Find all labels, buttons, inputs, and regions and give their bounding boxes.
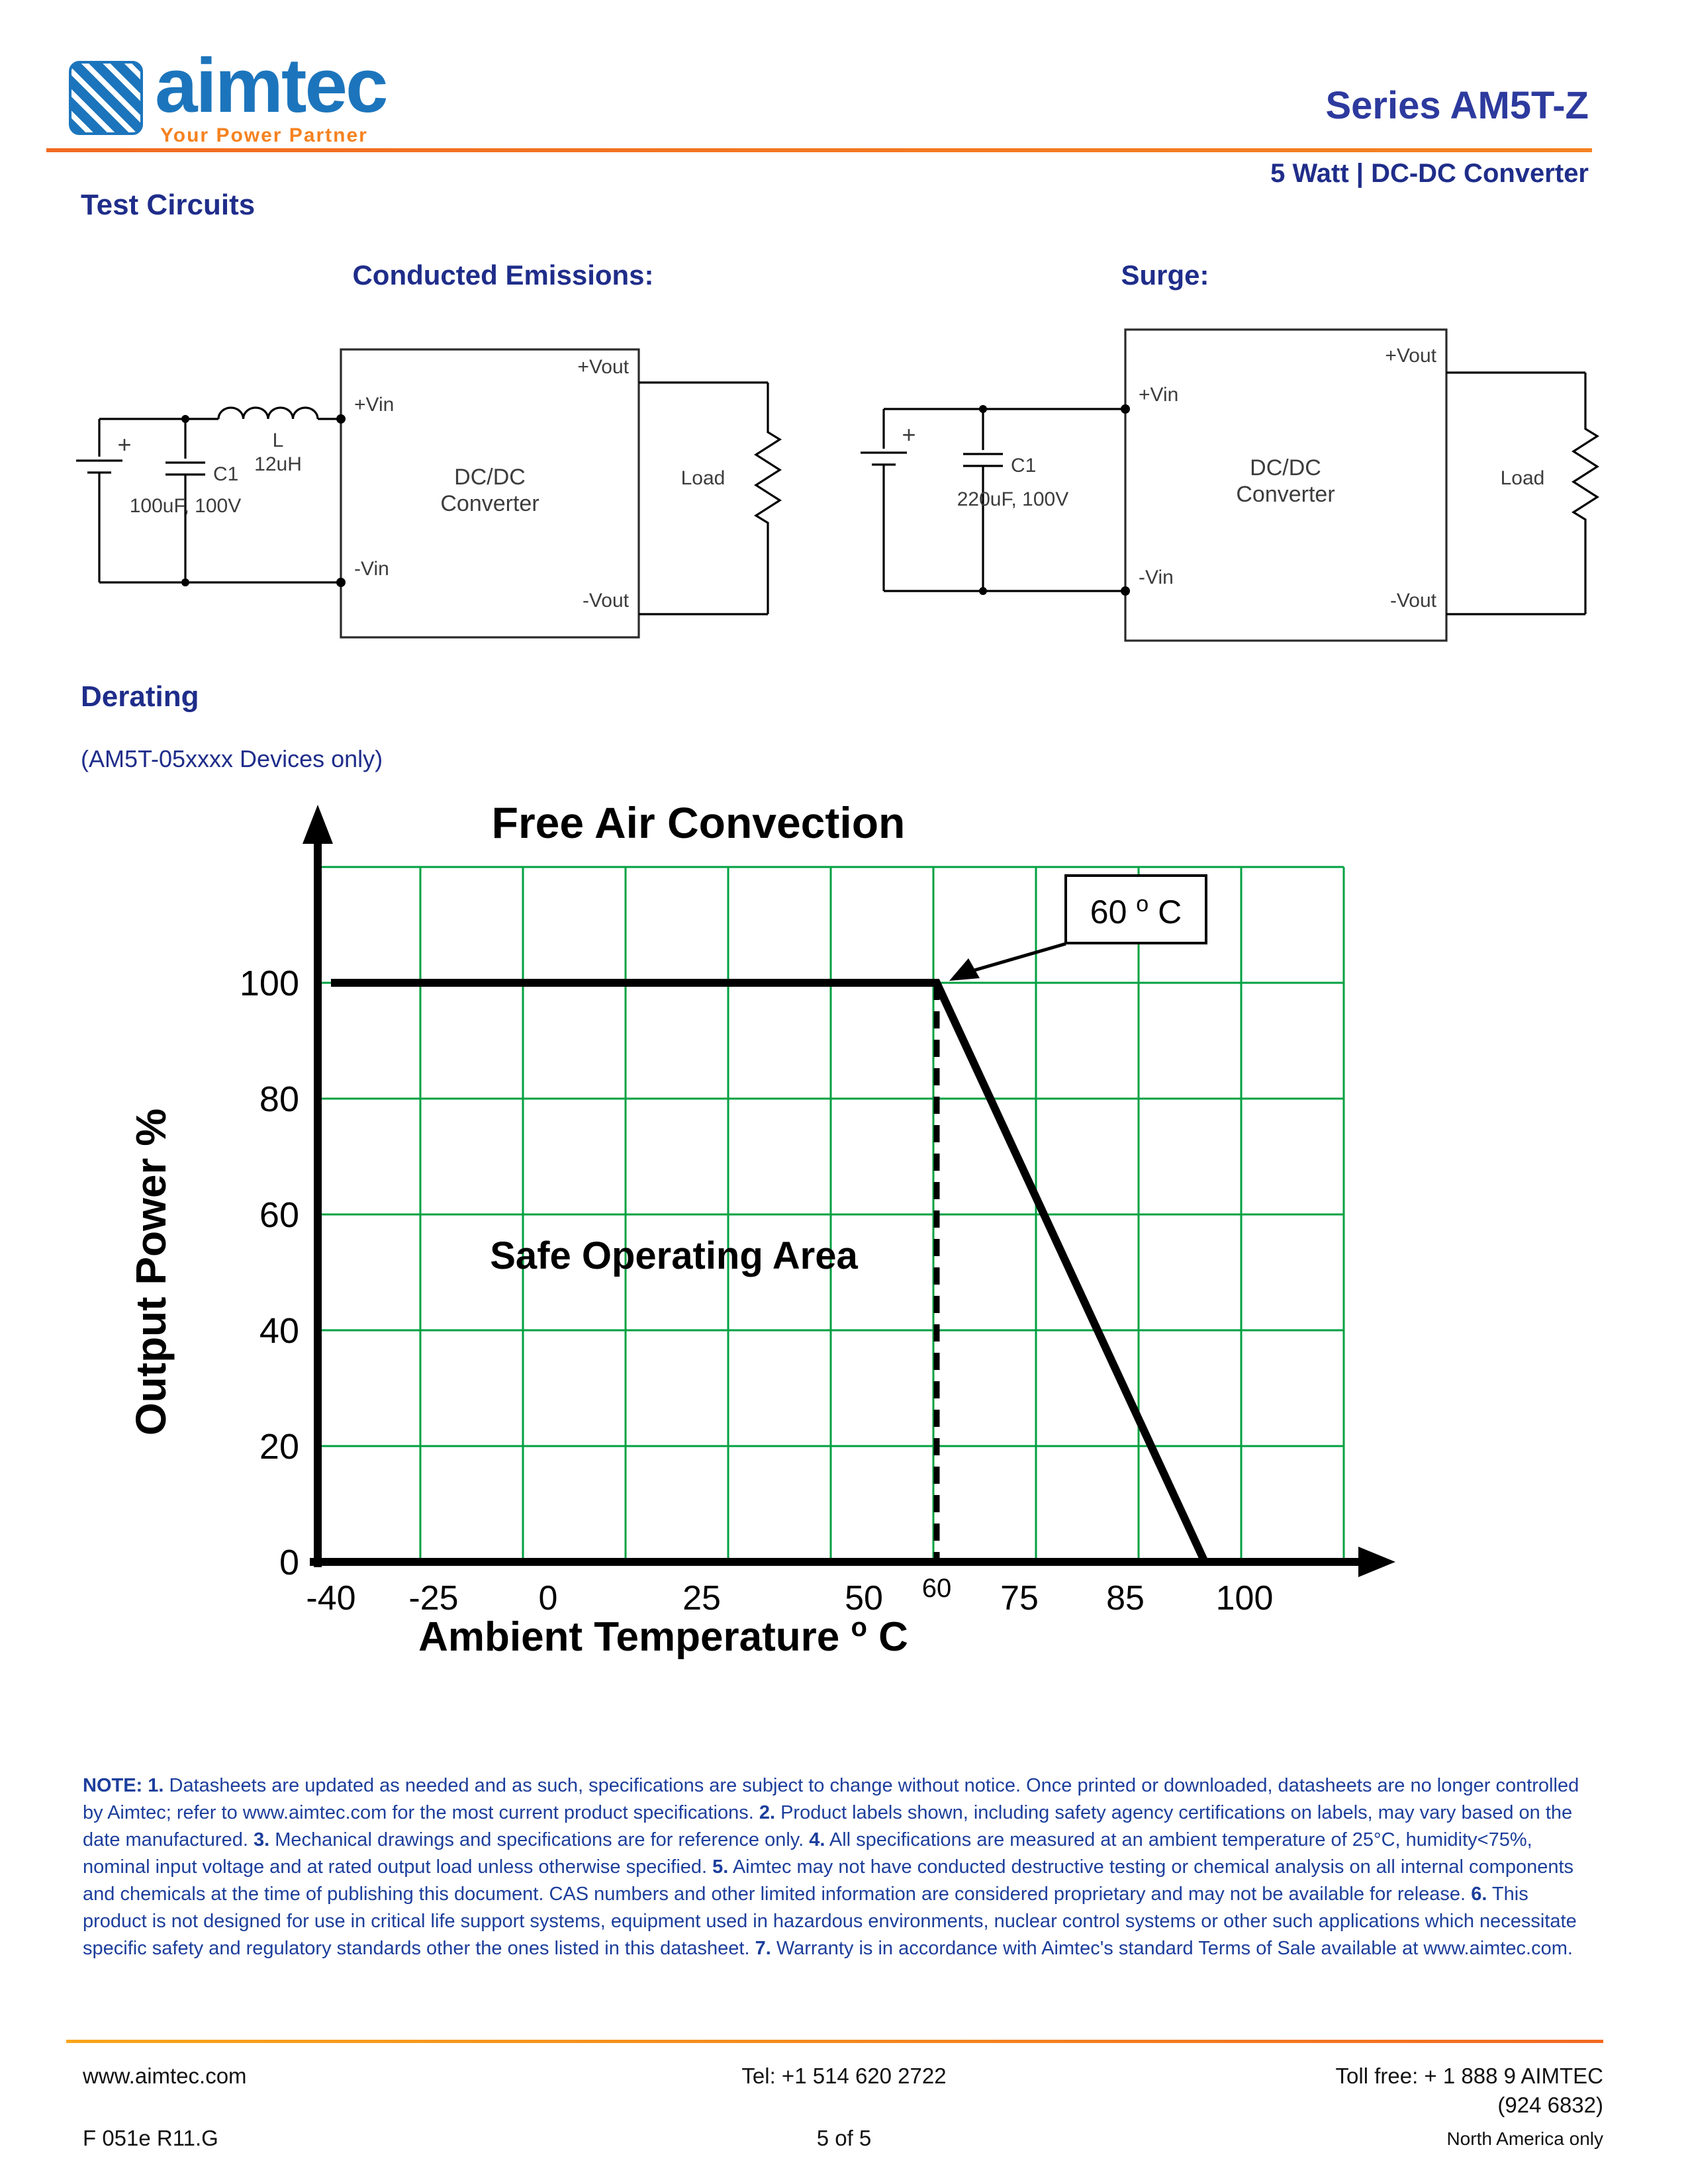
note-text: Datasheets are updated as needed and as such, specifications are subject to change without notice. Once printed or downloaded, datasheets are no longer controlled by Aimtec; refer to www.aimtec.com for the most current product specifications. bbox=[83, 1775, 1579, 1823]
note-text: All specifications are measured at an ambient temperature of 25°C, humidity<75%, nominal input voltage and at rated output load unless otherwise specified. bbox=[83, 1829, 1532, 1878]
x-axis-tick: 60 bbox=[921, 1574, 952, 1603]
load-resistor-symbol bbox=[756, 383, 780, 614]
y-axis-tick: 40 bbox=[259, 1311, 299, 1351]
junction-dot bbox=[181, 415, 189, 423]
y-axis-tick: 60 bbox=[259, 1195, 299, 1235]
note-number: 7. bbox=[755, 1938, 771, 1959]
load-label: Load bbox=[1500, 467, 1545, 489]
note-text: Warranty is in accordance with Aimtec's standard Terms of Sale available at www.aimtec.com. bbox=[771, 1938, 1573, 1959]
capacitor-value-label: 100uF, 100V bbox=[129, 495, 242, 517]
junction-dot bbox=[979, 405, 987, 413]
y-axis-title: Output Power % bbox=[127, 1108, 175, 1436]
dcdc-box-line1: DC/DC bbox=[1250, 455, 1321, 480]
x-axis-tick: 100 bbox=[1215, 1579, 1274, 1617]
pin-dot bbox=[1121, 586, 1130, 596]
battery-symbol bbox=[76, 419, 122, 582]
note-text: This product is not designed for use in critical life support systems, equipment used in hazardous environments, nuclear control systems or other such applications which necessitate specific safety and regulatory standards other the ones listed in this datasheet. bbox=[83, 1884, 1577, 1959]
chart-title: Free Air Convection bbox=[491, 798, 906, 847]
x-axis-tick: 25 bbox=[682, 1579, 721, 1617]
dcdc-box-line2: Converter bbox=[440, 491, 539, 516]
series-title: Series AM5T-Z bbox=[1325, 84, 1589, 127]
notes-paragraph bbox=[83, 1772, 1587, 1962]
dcdc-box-line1: DC/DC bbox=[454, 465, 526, 490]
note-text: Mechanical drawings and specifications are for reference only. bbox=[269, 1829, 810, 1850]
surge-diagram bbox=[847, 310, 1635, 667]
note-number: 4. bbox=[809, 1829, 825, 1850]
pin-dot bbox=[336, 578, 346, 587]
pin-vin-neg-label: -Vin bbox=[1139, 567, 1174, 588]
y-axis-tick: 20 bbox=[259, 1427, 299, 1467]
inductor-name-label: L bbox=[272, 430, 284, 451]
y-axis-tick: 100 bbox=[239, 964, 299, 1003]
callout-60c-text: 60 $^o$ C bbox=[1090, 891, 1182, 931]
product-subtitle: 5 Watt | DC-DC Converter bbox=[1270, 159, 1589, 188]
note-text: Aimtec may not have conducted destructive testing or chemical analysis on all internal components and chemicals at the time of publishing this document. CAS numbers and other limited information are considered proprietary and may not be available for release. bbox=[83, 1856, 1574, 1905]
junction-dot bbox=[181, 578, 189, 586]
logo-tagline: Your Power Partner bbox=[160, 124, 368, 146]
y-axis-tick: 80 bbox=[259, 1079, 299, 1119]
footer-doc-number: F 051e R11.G bbox=[83, 2126, 218, 2150]
section-title-test-circuits: Test Circuits bbox=[81, 189, 256, 221]
surge-title: Surge: bbox=[1121, 259, 1209, 291]
pin-vout-neg-label: -Vout bbox=[1389, 590, 1436, 612]
note-number: NOTE: 1. bbox=[83, 1775, 164, 1796]
y-axis-tick: 0 bbox=[279, 1543, 299, 1582]
footer-rule bbox=[66, 2040, 1603, 2043]
section-title-derating: Derating bbox=[81, 680, 199, 713]
note-number: 2. bbox=[759, 1802, 776, 1823]
inductor-symbol bbox=[218, 408, 318, 419]
junction-dot bbox=[979, 587, 987, 595]
derating-scope-note: (AM5T-05xxxx Devices only) bbox=[81, 745, 383, 772]
footer-website: www.aimtec.com bbox=[83, 2064, 247, 2088]
pin-vin-neg-label: -Vin bbox=[354, 558, 389, 580]
safe-operating-area-label: Safe Operating Area bbox=[490, 1234, 858, 1277]
footer-page-number: 5 of 5 bbox=[816, 2126, 872, 2150]
load-resistor-symbol bbox=[1573, 373, 1597, 614]
note-number: 6. bbox=[1471, 1884, 1487, 1905]
note-text: Product labels shown, including safety agency certifications on labels, may vary based on the date manufactured. bbox=[83, 1802, 1573, 1850]
footer-tollfree-number: (924 6832) bbox=[1497, 2093, 1603, 2117]
aimtec-logo-wordmark: aimtec bbox=[155, 42, 387, 128]
battery-plus-label: + bbox=[902, 421, 916, 448]
capacitor-value-label: 220uF, 100V bbox=[957, 488, 1069, 510]
derating-chart bbox=[99, 781, 1489, 1661]
capacitor-name-label: C1 bbox=[1011, 455, 1037, 477]
header-rule bbox=[46, 148, 1592, 152]
pin-vout-neg-label: -Vout bbox=[582, 590, 629, 612]
callout-60c bbox=[949, 876, 1206, 981]
x-axis-tick: 85 bbox=[1106, 1579, 1145, 1617]
x-axis-tick: 75 bbox=[1000, 1579, 1039, 1617]
pin-vout-pos-label: +Vout bbox=[577, 356, 629, 378]
x-axis-tick: -25 bbox=[408, 1579, 459, 1617]
chart-grid bbox=[318, 867, 1344, 1562]
x-axis-tick: 50 bbox=[845, 1579, 883, 1617]
battery-plus-label: + bbox=[117, 431, 132, 458]
load-label: Load bbox=[680, 467, 726, 489]
x-axis-tick: 0 bbox=[538, 1579, 558, 1617]
pin-dot bbox=[1121, 404, 1130, 414]
footer-region: North America only bbox=[1446, 2128, 1603, 2149]
x-axis-tick: -40 bbox=[306, 1579, 356, 1617]
note-number: 3. bbox=[253, 1829, 270, 1850]
chart-axes bbox=[303, 805, 1395, 1577]
battery-symbol bbox=[861, 409, 907, 591]
note-number: 5. bbox=[712, 1856, 729, 1878]
pin-vout-pos-label: +Vout bbox=[1385, 345, 1436, 367]
capacitor-name-label: C1 bbox=[213, 463, 239, 485]
pin-vin-pos-label: +Vin bbox=[1139, 384, 1179, 406]
dcdc-box-line2: Converter bbox=[1236, 482, 1335, 507]
pin-dot bbox=[336, 414, 346, 424]
aimtec-logo-icon bbox=[69, 61, 143, 135]
conducted-emissions-title: Conducted Emissions: bbox=[352, 259, 654, 291]
footer-tel: Tel: +1 514 620 2722 bbox=[741, 2064, 947, 2088]
footer-tollfree: Toll free: + 1 888 9 AIMTEC bbox=[1335, 2064, 1603, 2088]
conducted-emissions-diagram bbox=[60, 310, 834, 667]
x-axis-title: Ambient Temperature $^o$ C bbox=[418, 1613, 908, 1660]
pin-vin-pos-label: +Vin bbox=[354, 394, 395, 416]
inductor-value-label: 12uH bbox=[254, 453, 302, 475]
